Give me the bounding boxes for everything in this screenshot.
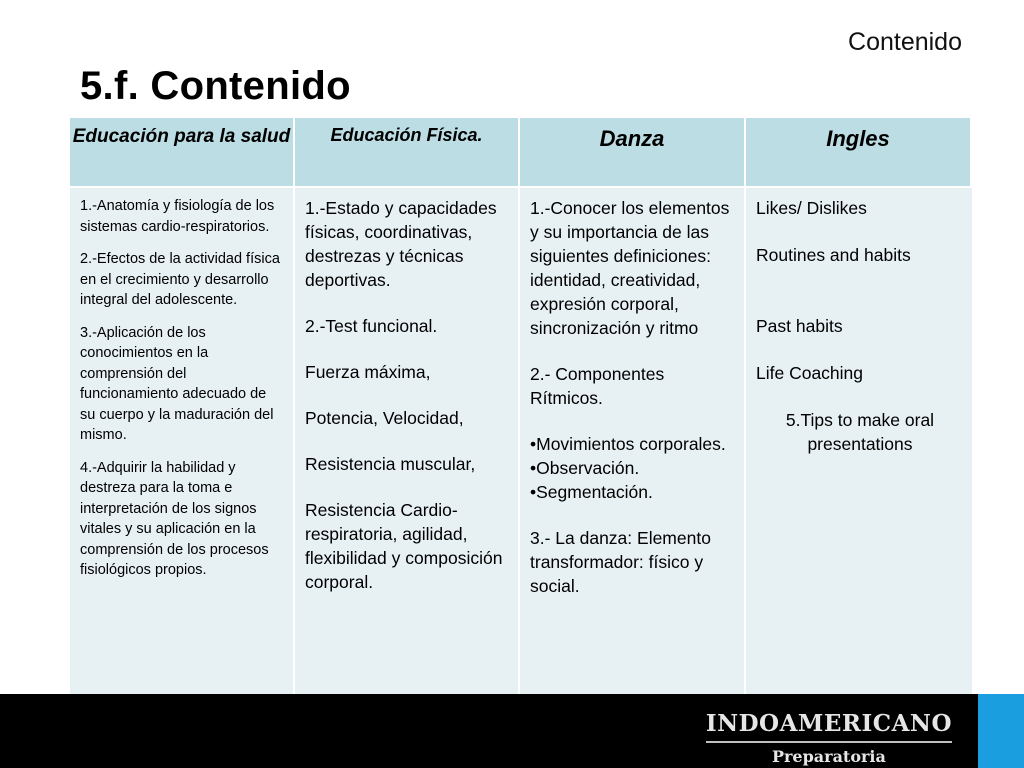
list-item: Fuerza máxima, — [305, 362, 431, 382]
list-item: •Segmentación. — [530, 482, 653, 502]
list-item: 3.-Aplicación de los conocimientos en la comprensión del funcionamiento adecuado de su cuerpo y la maduración del mismo. — [80, 324, 274, 443]
list-item: Likes/ Dislikes — [756, 198, 867, 218]
list-item: Life Coaching — [756, 363, 864, 383]
header-ingles: Ingles — [746, 118, 972, 188]
list-item: 2.-Test funcional. — [305, 316, 438, 336]
list-item: 1.-Conocer los elementos y su importancia de las siguientes definiciones: identidad, creatividad, expresión corporal, sincronización y ritmo — [530, 198, 730, 338]
list-item: Potencia, Velocidad, — [305, 408, 464, 428]
header-educacion-salud: Educación para la salud — [70, 118, 295, 188]
header-danza: Danza — [520, 118, 746, 188]
list-item: •Observación. — [530, 458, 640, 478]
list-item: 1.-Anatomía y fisiología de los sistemas cardio-respiratorios. — [80, 198, 275, 235]
cell-danza — [520, 188, 746, 694]
list-item: •Movimientos corporales. — [530, 434, 726, 454]
list-item: 4.-Adquirir la habilidad y destreza para la toma e interpretación de los signos vitales y su aplicación en la comprensión de los procesos fisiológicos propios. — [80, 459, 269, 578]
cell-ingles — [746, 188, 972, 694]
cell-educacion-salud — [70, 188, 295, 694]
section-label: Contenido — [848, 28, 962, 56]
footer-bar — [0, 694, 1024, 768]
brand-logo — [706, 710, 952, 766]
list-item: Resistencia Cardio-respiratoria, agilidad, flexibilidad y composición corporal. — [305, 500, 503, 592]
list-item: Past habits — [756, 316, 843, 336]
brand-divider — [706, 741, 952, 743]
footer-accent — [978, 694, 1024, 768]
list-item: 3.- La danza: Elemento transformador: físico y social. — [530, 528, 711, 596]
list-item: 2.- Componentes Rítmicos. — [530, 364, 665, 408]
cell-educacion-fisica — [295, 188, 520, 694]
content-table — [70, 118, 972, 694]
list-item: Resistencia muscular, — [305, 454, 476, 474]
brand-subtitle: Preparatoria — [771, 747, 886, 766]
header-educacion-fisica: Educación Física. — [295, 118, 520, 188]
list-item: 2.-Efectos de la actividad física en el crecimiento y desarrollo integral del adolescente. — [80, 251, 280, 308]
slide-title: 5.f. Contenido — [80, 64, 351, 108]
list-item: 5.Tips to make oral presentations — [785, 410, 935, 454]
list-item: 1.-Estado y capacidades físicas, coordinativas, destrezas y técnicas deportivas. — [305, 198, 497, 290]
brand-name: INDOAMERICANO — [705, 710, 952, 737]
list-item: Routines and habits — [756, 245, 911, 265]
